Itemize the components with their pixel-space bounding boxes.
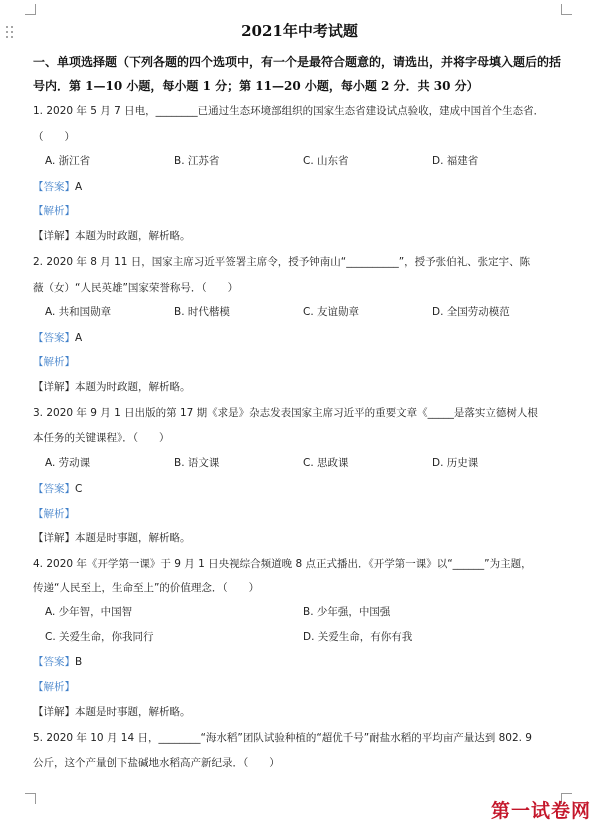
question-4-option-a: A. 少年智，中国智 (45, 606, 133, 618)
analysis-tag: 【解析】 (33, 508, 75, 520)
document-title: 2021年中考试题 (241, 22, 358, 40)
question-3-option-b: B. 语文课 (174, 457, 220, 469)
question-1-option-b: B. 江苏省 (174, 155, 220, 167)
crop-mark-top-left (25, 4, 36, 15)
question-3-stem-cont: 本任务的关键课程》．（ ） (33, 432, 170, 444)
answer-tag: 【答案】 (33, 656, 75, 668)
detail-text: 本题是时事题，解析略。 (75, 706, 191, 718)
answer-tag: 【答案】 (33, 332, 75, 344)
question-4-analysis (33, 679, 568, 694)
question-3-option-d: D. 历史课 (432, 457, 479, 469)
answer-value: A (75, 332, 83, 344)
detail-text: 本题为时政题，解析略。 (75, 230, 191, 242)
detail-text: 本题为时政题，解析略。 (75, 381, 191, 393)
answer-value: C (75, 483, 83, 495)
question-1-option-c: C. 山东省 (303, 155, 349, 167)
question-4-option-d: D. 关爱生命，有你有我 (303, 631, 413, 643)
question-3-detail (33, 530, 568, 545)
question-1-answer (33, 179, 568, 194)
answer-tag: 【答案】 (33, 483, 75, 495)
question-4-option-b: B. 少年强，中国强 (303, 606, 391, 618)
question-5-stem: 5. 2020 年 10 月 14 日，________“海水稻”团队试验种植的“超优千号”耐盐水稻的平均亩产量达到 802. 9 (33, 732, 532, 744)
analysis-tag: 【解析】 (33, 681, 75, 693)
question-2-stem-cont: 薇（女）“人民英雄”国家荣誉称号．（ ） (33, 282, 239, 294)
question-5-stem-cont: 公斤，这个产量创下盐碱地水稻高产新纪录．（ ） (33, 757, 280, 769)
answer-value: B (75, 656, 83, 668)
section-heading: 一、单项选择题（下列各题的四个选项中，有一个是最符合题意的，请选出，并将字母填入题后的括号内．第 1—10 小题，每小题 1 分；第 11—20 小题，每小题 2 分．共 30 分） (33, 55, 562, 93)
question-4-option-c: C. 关爱生命，你我同行 (45, 631, 154, 643)
question-4-detail (33, 704, 568, 719)
question-4-stem-cont: 传递“人民至上，生命至上”的价值理念．（ ） (33, 582, 260, 594)
site-watermark-logo: 第一试卷网 (490, 800, 591, 822)
question-1-blank: （ ） (33, 131, 75, 143)
question-2-detail (33, 379, 568, 394)
question-1-detail (33, 228, 568, 243)
question-2-option-b: B. 时代楷模 (174, 306, 230, 318)
detail-tag: 【详解】 (33, 532, 75, 544)
question-3-option-c: C. 思政课 (303, 457, 349, 469)
detail-tag: 【详解】 (33, 230, 75, 242)
question-4-stem: 4. 2020 年《开学第一课》于 9 月 1 日央视综合频道晚 8 点正式播出．《开学第一课》以“______”为主题， (33, 558, 532, 570)
detail-text: 本题是时事题，解析略。 (75, 532, 191, 544)
crop-mark-top-right (561, 4, 572, 15)
question-3-stem: 3. 2020 年 9 月 1 日出版的第 17 期《求是》杂志发表国家主席习近平的重要文章《_____是落实立德树人根 (33, 407, 538, 419)
question-3-answer (33, 481, 568, 496)
question-1-analysis (33, 203, 568, 218)
question-3-option-a: A. 劳动课 (45, 457, 91, 469)
question-3-analysis (33, 506, 568, 521)
analysis-tag: 【解析】 (33, 356, 75, 368)
question-4-answer (33, 654, 568, 669)
question-2-option-a: A. 共和国勋章 (45, 306, 112, 318)
question-1-stem: 1. 2020 年 5 月 7 日电，________已通过生态环境部组织的国家生态省建设试点验收，建成中国首个生态省． (33, 105, 545, 117)
crop-mark-bottom-left (25, 793, 36, 804)
detail-tag: 【详解】 (33, 381, 75, 393)
analysis-tag: 【解析】 (33, 205, 75, 217)
question-2-option-d: D. 全国劳动模范 (432, 306, 510, 318)
question-1-option-d: D. 福建省 (432, 155, 479, 167)
question-2-answer (33, 330, 568, 345)
question-1-option-a: A. 浙江省 (45, 155, 91, 167)
answer-tag: 【答案】 (33, 181, 75, 193)
question-2-stem: 2. 2020 年 8 月 11 日，国家主席习近平签署主席令，授予钟南山“__________”，授予张伯礼、张定宇、陈 (33, 256, 531, 268)
answer-value: A (75, 181, 83, 193)
question-2-analysis (33, 354, 568, 369)
question-2-option-c: C. 友谊勋章 (303, 306, 360, 318)
detail-tag: 【详解】 (33, 706, 75, 718)
